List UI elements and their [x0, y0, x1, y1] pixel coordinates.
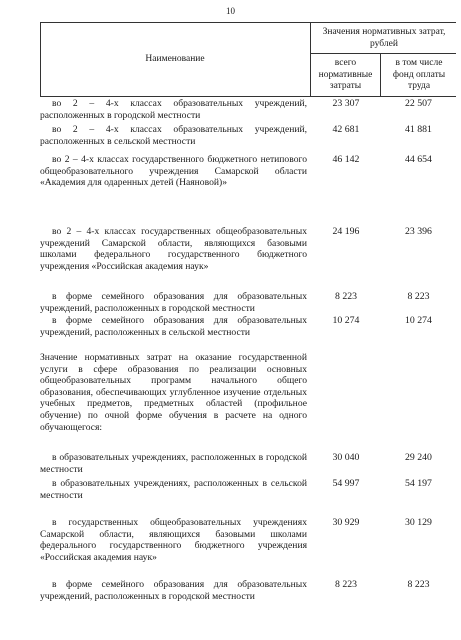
row-label: в форме семейного образования для образовательных учреждений, расположенных в сельской местности [40, 315, 307, 338]
row-wage-value: 54 197 [405, 478, 432, 489]
row-wage-value: 10 274 [405, 315, 432, 326]
row-label: во 2 – 4-х классах образовательных учреждений, расположенных в сельской местности [40, 124, 307, 147]
row-wage-value: 30 129 [405, 517, 432, 528]
header-col-total: всего нормативные затраты [318, 58, 373, 91]
row-wage-value: 41 881 [405, 124, 432, 135]
row-wage-value: 22 507 [405, 98, 432, 109]
row-label: в форме семейного образования для образовательных учреждений, расположенных в городской местности [40, 291, 307, 314]
row-total-value: 42 681 [332, 124, 360, 135]
row-total-value: 10 274 [332, 315, 360, 326]
header-divider-cols [380, 53, 381, 97]
row-wage-value: 44 654 [405, 154, 432, 165]
row-total-value: 30 040 [332, 452, 360, 463]
row-label: во 2 – 4-х классах образовательных учреждений, расположенных в городской местности [40, 98, 307, 121]
section-heading: Значение нормативных затрат на оказание государственной услуги в сфере образования по реализации основных общеобразовательных программ начального общего образования, обеспечивающих углубленное изучение отдельных учебных предметов, предметных областей (профильное обучение) по очной форме обучения в расчете на одного обучающегося: [40, 352, 307, 433]
row-total-value: 46 142 [332, 154, 360, 165]
row-total-value: 30 929 [332, 517, 360, 528]
header-col-wage: в том числе фонд оплаты труда [392, 58, 446, 91]
page-number: 10 [226, 6, 235, 16]
row-total-value: 8 223 [334, 579, 358, 590]
row-wage-value: 8 223 [407, 291, 430, 302]
row-total-value: 54 997 [332, 478, 360, 489]
header-name: Наименование [145, 54, 205, 64]
row-total-value: 23 307 [332, 98, 360, 109]
row-total-value: 24 196 [332, 226, 360, 237]
header-values-title: Значения нормативных затрат, рублей [322, 27, 446, 49]
row-label: в образовательных учреждениях, расположенных в сельской местности [40, 478, 307, 501]
header-subheader-line [310, 53, 456, 54]
row-total-value: 8 223 [334, 291, 358, 302]
table-header [40, 22, 456, 97]
header-bottom-border [40, 96, 456, 97]
row-label: в форме семейного образования для образовательных учреждений, расположенных в городской местности [40, 579, 307, 602]
row-label: в образовательных учреждениях, расположенных в городской местности [40, 452, 307, 475]
row-wage-value: 23 396 [405, 226, 432, 237]
row-label: во 2 – 4-х классах государственного бюджетного нетипового общеобразовательного учреждения Самарской области «Академия для одаренных детей (Наяновой)» [40, 154, 307, 189]
row-label: в государственных общеобразовательных учреждениях Самарской области, являющихся базовыми школами федерального государственного бюджетного учреждения «Российская академия наук» [40, 517, 307, 563]
row-wage-value: 29 240 [405, 452, 432, 463]
header-top-border [40, 22, 456, 23]
row-label: во 2 – 4-х классах государственных общеобразовательных учреждений Самарской области, являющихся базовыми школами федерального государственного бюджетного учреждения «Российская академия наук» [40, 226, 307, 272]
row-wage-value: 8 223 [407, 579, 430, 590]
